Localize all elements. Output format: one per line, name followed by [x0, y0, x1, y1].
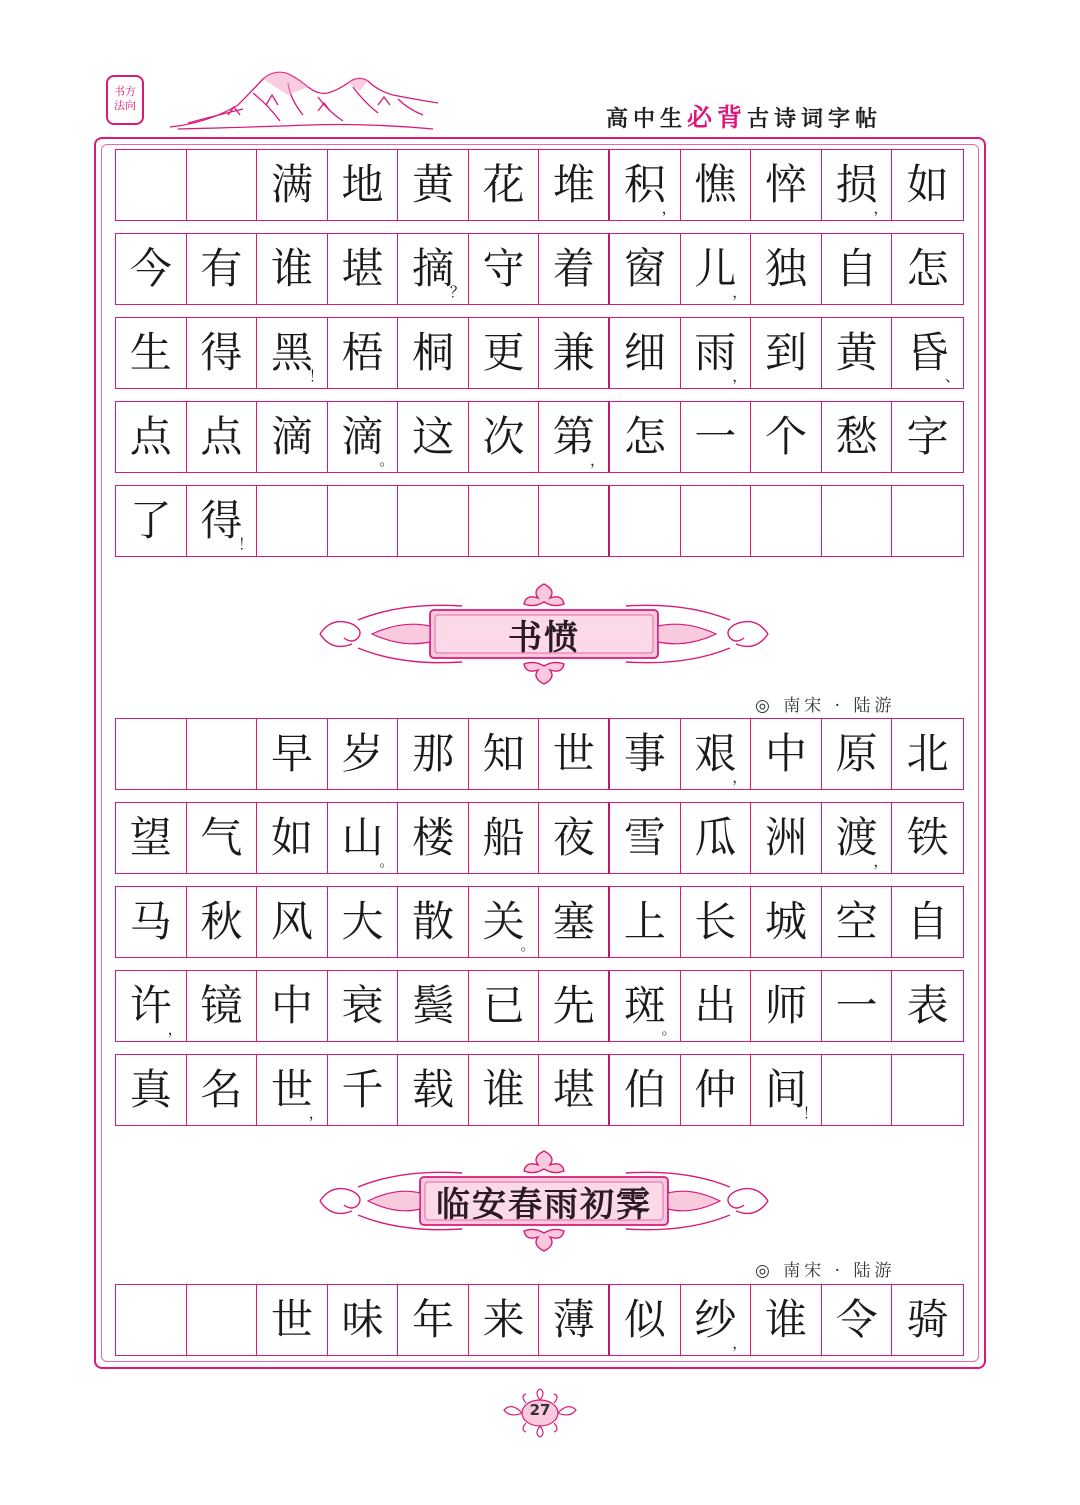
grid-character: 黄 [412, 160, 455, 209]
grid-character: 着 [552, 244, 595, 293]
punctuation-mark: ， [732, 367, 748, 385]
grid-cell [469, 234, 540, 304]
grid-cell [822, 318, 893, 388]
grid-cell [822, 402, 893, 472]
grid-character: 个 [764, 412, 807, 461]
grid-character: 骑 [906, 1295, 949, 1344]
grid-cell [892, 402, 963, 472]
grid-character: 年 [412, 1295, 455, 1344]
grid-cell [116, 1285, 187, 1355]
grid-character: 纱 [694, 1295, 737, 1344]
grid-row [115, 317, 964, 389]
grid-cell [892, 887, 963, 957]
grid-character: 次 [482, 412, 525, 461]
grid-character: 上 [623, 897, 666, 946]
grid-character: 许 [129, 981, 172, 1030]
grid-character: 出 [694, 981, 737, 1030]
grid-cell [610, 887, 681, 957]
grid-cell [187, 234, 258, 304]
grid-character: 望 [129, 813, 172, 862]
grid-cell [116, 1055, 187, 1125]
grid-character: 一 [835, 981, 878, 1030]
grid-cell [257, 318, 328, 388]
grid-character: 真 [129, 1065, 172, 1114]
grid-character: 滴 [341, 412, 384, 461]
grid-cell [187, 402, 258, 472]
grid-character: 散 [412, 897, 455, 946]
grid-character: 早 [270, 729, 313, 778]
series-title-highlight: 必背 [687, 103, 748, 132]
grid-character: 长 [694, 897, 737, 946]
punctuation-mark: ！ [802, 1104, 818, 1122]
grid-character: 塞 [552, 897, 595, 946]
grid-character: 船 [482, 813, 525, 862]
grid-cell [328, 1055, 399, 1125]
logo-stamp [106, 75, 144, 125]
grid-character: 楼 [412, 813, 455, 862]
punctuation-mark: ！ [308, 367, 324, 385]
punctuation-mark: ， [873, 852, 889, 870]
grid-character: 损 [835, 160, 878, 209]
grid-cell [116, 887, 187, 957]
grid-character: 满 [270, 160, 313, 209]
grid-cell [610, 402, 681, 472]
poem-3-author: ◎ 南宋 · 陆游 [755, 1261, 896, 1281]
grid-character: 堪 [341, 244, 384, 293]
grid-cell [116, 486, 187, 556]
grid-character: 一 [694, 412, 737, 461]
grid-cell [681, 887, 752, 957]
grid-cell [681, 803, 752, 873]
grid-cell [751, 803, 822, 873]
grid-character: 马 [129, 897, 172, 946]
grid-character: 昏 [906, 328, 949, 377]
grid-cell [892, 234, 963, 304]
grid-cell [681, 402, 752, 472]
grid-cell [116, 150, 187, 220]
grid-row [115, 485, 964, 557]
grid-character: 兼 [552, 328, 595, 377]
grid-character: 那 [412, 729, 455, 778]
stamp-line-2: 法向 [114, 99, 136, 112]
grid-cell [257, 234, 328, 304]
grid-cell [892, 803, 963, 873]
grid-row [115, 1284, 964, 1356]
grid-cell [257, 971, 328, 1041]
grid-character: 令 [835, 1295, 878, 1344]
grid-cell [892, 486, 963, 556]
grid-character: 怎 [623, 412, 666, 461]
grid-cell [539, 1285, 610, 1355]
grid-cell [257, 1285, 328, 1355]
grid-character: 得 [200, 328, 243, 377]
grid-cell [892, 318, 963, 388]
grid-cell [328, 150, 399, 220]
punctuation-mark: ， [732, 1334, 748, 1352]
grid-cell [822, 234, 893, 304]
grid-cell [398, 150, 469, 220]
grid-cell [892, 971, 963, 1041]
grid-cell [539, 719, 610, 789]
grid-character: 原 [835, 729, 878, 778]
grid-cell [751, 971, 822, 1041]
grid-character: 如 [270, 813, 313, 862]
grid-cell [398, 1285, 469, 1355]
grid-character: 间 [764, 1065, 807, 1114]
grid-character: 黑 [270, 328, 313, 377]
grid-character: 谁 [482, 1065, 525, 1114]
punctuation-mark: ， [732, 283, 748, 301]
mountain-illustration [168, 65, 443, 135]
grid-character: 名 [200, 1065, 243, 1114]
page-number-badge [500, 1388, 580, 1438]
page-number: 27 [529, 1401, 551, 1419]
grid-character: 梧 [341, 328, 384, 377]
grid-cell [539, 971, 610, 1041]
punctuation-mark: ， [167, 1020, 183, 1038]
grid-cell [187, 318, 258, 388]
grid-cell [257, 1055, 328, 1125]
punctuation-mark: 。 [379, 451, 395, 469]
poem-2-author: ◎ 南宋 · 陆游 [755, 696, 896, 716]
grid-cell [469, 318, 540, 388]
grid-character: 儿 [694, 244, 737, 293]
grid-cell [187, 803, 258, 873]
grid-character: 渡 [835, 813, 878, 862]
grid-cell [610, 234, 681, 304]
punctuation-mark: ？ [449, 283, 465, 301]
grid-cell [187, 719, 258, 789]
grid-cell [398, 402, 469, 472]
grid-cell [398, 318, 469, 388]
grid-character: 地 [341, 160, 384, 209]
grid-row [115, 886, 964, 958]
grid-cell [751, 1285, 822, 1355]
grid-character: 得 [200, 496, 243, 545]
grid-character: 这 [412, 412, 455, 461]
grid-cell [187, 887, 258, 957]
grid-cell [681, 234, 752, 304]
grid-cell [610, 1285, 681, 1355]
grid-cell [751, 402, 822, 472]
grid-character: 摘 [412, 244, 455, 293]
grid-character: 洲 [764, 813, 807, 862]
punctuation-mark: ， [873, 199, 889, 217]
grid-cell [822, 486, 893, 556]
grid-character: 山 [341, 813, 384, 862]
grid-cell [187, 486, 258, 556]
grid-cell [892, 719, 963, 789]
punctuation-mark: ， [661, 199, 677, 217]
punctuation-mark: 。 [661, 1020, 677, 1038]
grid-character: 谁 [764, 1295, 807, 1344]
grid-character: 谁 [270, 244, 313, 293]
grid-cell [539, 402, 610, 472]
grid-character: 铁 [906, 813, 949, 862]
grid-character: 生 [129, 328, 172, 377]
grid-cell [610, 318, 681, 388]
grid-cell [892, 1285, 963, 1355]
grid-cell [328, 234, 399, 304]
grid-character: 味 [341, 1295, 384, 1344]
grid-cell [822, 1285, 893, 1355]
grid-character: 世 [552, 729, 595, 778]
grid-cell [469, 486, 540, 556]
grid-character: 堆 [552, 160, 595, 209]
grid-character: 滴 [270, 412, 313, 461]
punctuation-mark: 。 [520, 936, 536, 954]
grid-character: 花 [482, 160, 525, 209]
grid-cell [469, 719, 540, 789]
grid-cell [257, 887, 328, 957]
grid-character: 自 [835, 244, 878, 293]
grid-cell [187, 1285, 258, 1355]
grid-character: 风 [270, 897, 313, 946]
grid-row [115, 802, 964, 874]
grid-cell [610, 1055, 681, 1125]
grid-character: 岁 [341, 729, 384, 778]
grid-character: 第 [552, 412, 595, 461]
grid-cell [328, 887, 399, 957]
grid-cell [116, 402, 187, 472]
punctuation-mark: 。 [379, 852, 395, 870]
grid-cell [469, 1055, 540, 1125]
grid-cell [751, 318, 822, 388]
grid-character: 关 [482, 897, 525, 946]
grid-cell [328, 803, 399, 873]
grid-cell [822, 1055, 893, 1125]
grid-character: 薄 [552, 1295, 595, 1344]
grid-row [115, 233, 964, 305]
grid-character: 中 [270, 981, 313, 1030]
grid-character: 表 [906, 981, 949, 1030]
grid-row [115, 718, 964, 790]
grid-character: 大 [341, 897, 384, 946]
grid-cell [398, 971, 469, 1041]
grid-character: 点 [200, 412, 243, 461]
punctuation-mark: ， [732, 768, 748, 786]
grid-row [115, 401, 964, 473]
grid-cell [822, 887, 893, 957]
grid-character: 先 [552, 981, 595, 1030]
grid-cell [751, 150, 822, 220]
grid-cell [398, 234, 469, 304]
grid-character: 黄 [835, 328, 878, 377]
grid-cell [398, 486, 469, 556]
grid-cell [328, 486, 399, 556]
punctuation-mark: ， [308, 1104, 324, 1122]
grid-character: 鬓 [412, 981, 455, 1030]
grid-character: 自 [906, 897, 949, 946]
grid-cell [469, 1285, 540, 1355]
grid-cell [328, 318, 399, 388]
grid-cell [116, 234, 187, 304]
grid-cell [539, 234, 610, 304]
grid-character: 更 [482, 328, 525, 377]
grid-cell [610, 719, 681, 789]
grid-character: 到 [764, 328, 807, 377]
grid-cell [751, 719, 822, 789]
grid-cell [892, 150, 963, 220]
grid-cell [398, 719, 469, 789]
grid-cell [751, 887, 822, 957]
grid-character: 细 [623, 328, 666, 377]
grid-cell [116, 803, 187, 873]
grid-cell [610, 150, 681, 220]
grid-cell [257, 486, 328, 556]
grid-cell [469, 150, 540, 220]
poem-2-title: 书愤 [508, 618, 580, 658]
grid-character: 字 [906, 412, 949, 461]
grid-character: 雪 [623, 813, 666, 862]
grid-cell [539, 486, 610, 556]
grid-cell [539, 803, 610, 873]
punctuation-mark: ， [590, 451, 606, 469]
grid-character: 衰 [341, 981, 384, 1030]
grid-cell [328, 971, 399, 1041]
grid-character: 今 [129, 244, 172, 293]
poem-3-title: 临安春雨初霁 [436, 1185, 652, 1225]
grid-character: 悴 [764, 160, 807, 209]
grid-character: 桐 [412, 328, 455, 377]
grid-cell [257, 402, 328, 472]
grid-cell [328, 1285, 399, 1355]
grid-cell [469, 887, 540, 957]
grid-cell [398, 1055, 469, 1125]
grid-cell [539, 887, 610, 957]
poem-2-title-banner [312, 580, 776, 688]
grid-character: 守 [482, 244, 525, 293]
grid-character: 北 [906, 729, 949, 778]
grid-cell [116, 318, 187, 388]
grid-character: 载 [412, 1065, 455, 1114]
grid-character: 世 [270, 1295, 313, 1344]
grid-cell [681, 318, 752, 388]
grid-character: 城 [764, 897, 807, 946]
grid-character: 窗 [623, 244, 666, 293]
grid-character: 事 [623, 729, 666, 778]
grid-cell [681, 1055, 752, 1125]
grid-character: 来 [482, 1295, 525, 1344]
grid-cell [539, 150, 610, 220]
grid-cell [187, 971, 258, 1041]
grid-cell [398, 803, 469, 873]
grid-row [115, 970, 964, 1042]
grid-character: 千 [341, 1065, 384, 1114]
grid-cell [610, 971, 681, 1041]
grid-character: 艰 [694, 729, 737, 778]
grid-cell [328, 402, 399, 472]
grid-cell [469, 803, 540, 873]
grid-character: 仲 [694, 1065, 737, 1114]
grid-character: 世 [270, 1065, 313, 1114]
poem-3-title-banner [312, 1147, 776, 1255]
grid-character: 中 [764, 729, 807, 778]
grid-cell [751, 234, 822, 304]
grid-character: 夜 [552, 813, 595, 862]
grid-cell [187, 1055, 258, 1125]
grid-cell [681, 719, 752, 789]
grid-cell [681, 971, 752, 1041]
grid-character: 秋 [200, 897, 243, 946]
grid-cell [539, 318, 610, 388]
grid-character: 了 [129, 496, 172, 545]
grid-character: 已 [482, 981, 525, 1030]
grid-character: 愁 [835, 412, 878, 461]
grid-cell [398, 887, 469, 957]
grid-character: 斑 [623, 981, 666, 1030]
grid-cell [610, 803, 681, 873]
grid-cell [257, 150, 328, 220]
grid-character: 点 [129, 412, 172, 461]
grid-character: 积 [623, 160, 666, 209]
grid-cell [751, 1055, 822, 1125]
grid-cell [116, 971, 187, 1041]
grid-character: 知 [482, 729, 525, 778]
grid-character: 瓜 [694, 813, 737, 862]
grid-character: 雨 [694, 328, 737, 377]
grid-cell [892, 1055, 963, 1125]
grid-character: 伯 [623, 1065, 666, 1114]
grid-character: 空 [835, 897, 878, 946]
grid-cell [539, 1055, 610, 1125]
grid-cell [328, 719, 399, 789]
grid-character: 似 [623, 1295, 666, 1344]
grid-cell [822, 971, 893, 1041]
grid-row [115, 149, 964, 221]
grid-cell [469, 402, 540, 472]
grid-cell [610, 486, 681, 556]
grid-cell [822, 150, 893, 220]
grid-character: 师 [764, 981, 807, 1030]
grid-character: 独 [764, 244, 807, 293]
grid-row [115, 1054, 964, 1126]
series-title-pre: 高中生 [606, 107, 688, 132]
grid-cell [681, 150, 752, 220]
punctuation-mark: ！ [238, 535, 254, 553]
grid-cell [257, 803, 328, 873]
grid-character: 镜 [200, 981, 243, 1030]
stamp-line-1: 书方 [114, 85, 136, 98]
grid-character: 有 [200, 244, 243, 293]
grid-character: 怎 [906, 244, 949, 293]
grid-character: 气 [200, 813, 243, 862]
grid-cell [822, 803, 893, 873]
grid-cell [822, 719, 893, 789]
grid-cell [187, 150, 258, 220]
punctuation-mark: 、 [944, 367, 960, 385]
series-title [606, 98, 882, 134]
grid-character: 堪 [552, 1065, 595, 1114]
series-title-post: 古诗词字帖 [747, 107, 883, 132]
grid-cell [751, 486, 822, 556]
grid-character: 憔 [694, 160, 737, 209]
grid-cell [469, 971, 540, 1041]
grid-cell [257, 719, 328, 789]
grid-cell [681, 1285, 752, 1355]
grid-character: 如 [906, 160, 949, 209]
grid-cell [681, 486, 752, 556]
grid-cell [116, 719, 187, 789]
